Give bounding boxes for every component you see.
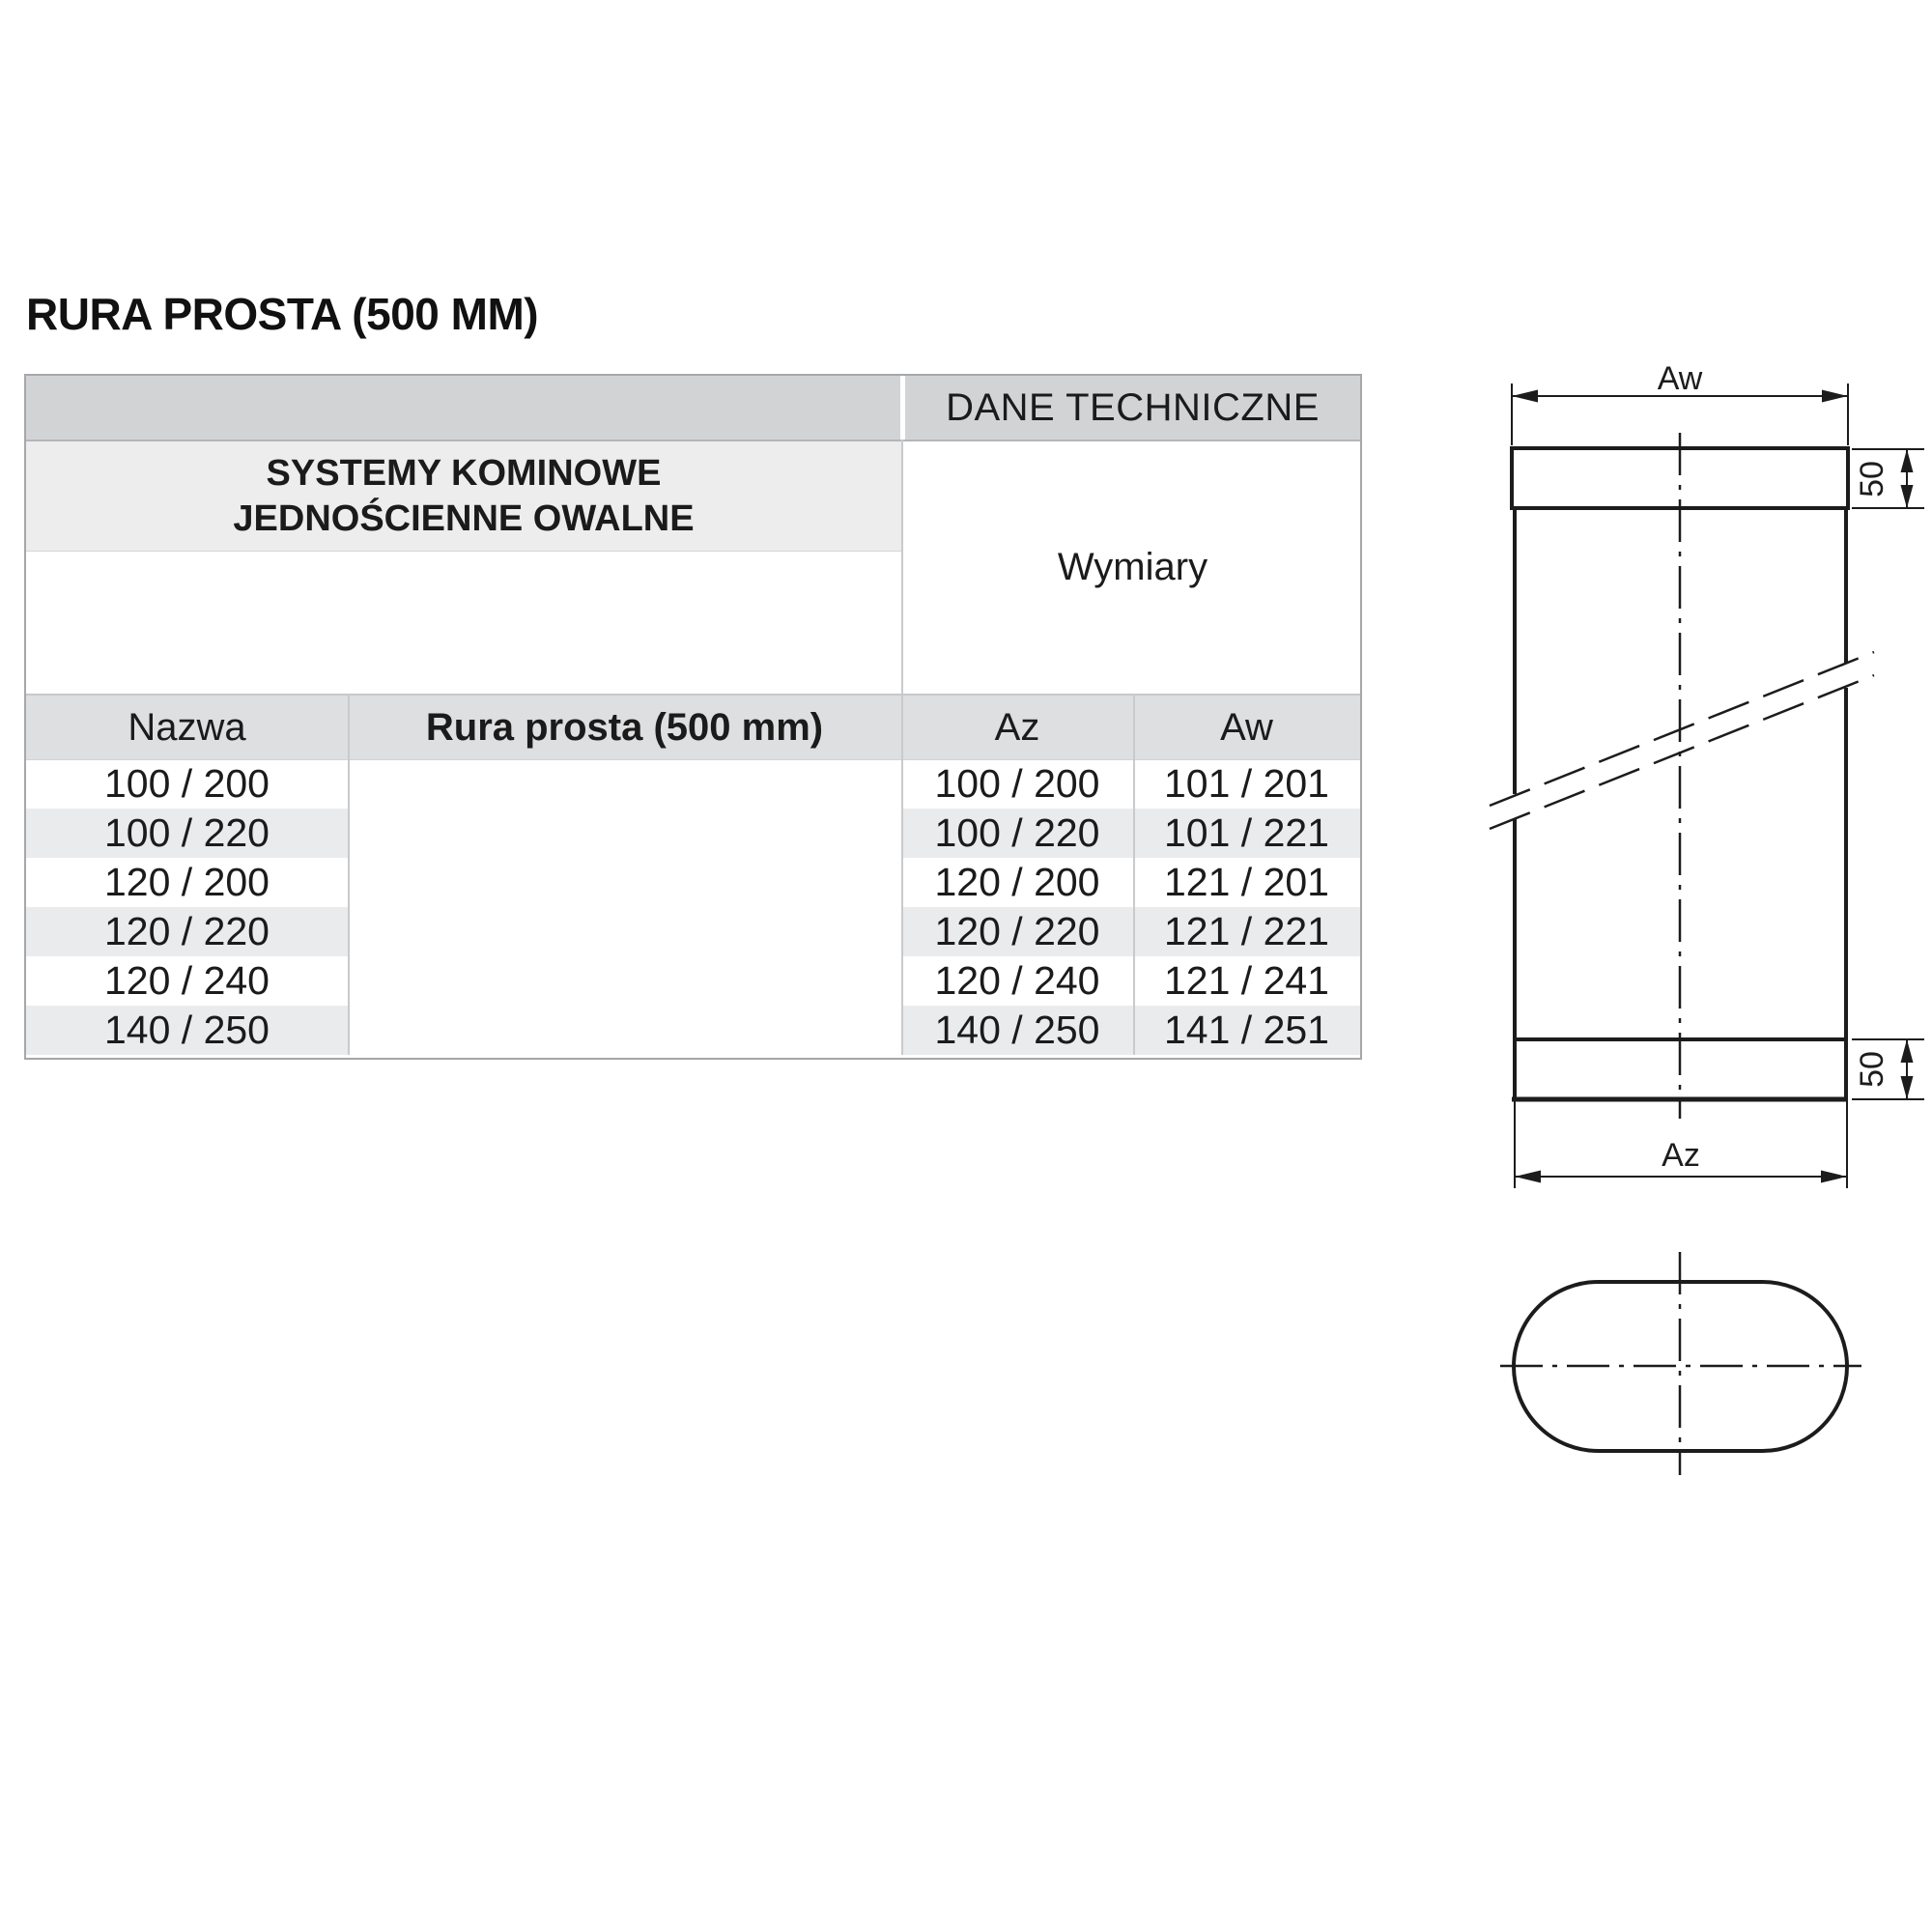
break-lines <box>1490 652 1874 829</box>
divider-line <box>26 759 1360 760</box>
divider-line <box>26 694 1360 696</box>
table-cell-name: 140 / 250 <box>26 1006 348 1055</box>
oval-cross-section <box>1500 1252 1861 1475</box>
group-header-line2: JEDNOŚCIENNE OWALNE <box>233 497 695 539</box>
dimensions-header-cell: Wymiary <box>905 441 1360 694</box>
table-cell-aw: 101 / 221 <box>1133 809 1360 858</box>
az-label: Az <box>1662 1137 1700 1174</box>
dim-aw <box>1512 360 1848 445</box>
column-header-product: Rura prosta (500 mm) <box>425 705 824 749</box>
table-cell-az: 140 / 250 <box>901 1006 1133 1055</box>
pipe-technical-drawing <box>1449 328 1932 1507</box>
column-divider <box>348 694 350 1055</box>
table-cell-aw: 101 / 201 <box>1164 761 1329 806</box>
dim-50-top <box>1852 449 1924 508</box>
column-divider <box>1133 694 1135 1055</box>
table-cell-name: 120 / 220 <box>26 907 348 956</box>
column-header-aw: Aw <box>1220 705 1273 749</box>
table-cell-aw: 121 / 241 <box>1164 958 1329 1003</box>
collar-height-bottom-label: 50 <box>1854 1051 1890 1088</box>
table-cell-az: 100 / 220 <box>901 809 1133 858</box>
divider-line <box>26 551 901 552</box>
table-cell-az: 120 / 240 <box>934 958 1100 1003</box>
dim-50-bottom <box>1852 1039 1924 1099</box>
table-cell-name: 120 / 240 <box>104 958 270 1003</box>
group-header-cell <box>26 441 901 551</box>
table-cell-aw: 121 / 201 <box>1164 860 1329 904</box>
technical-data-table <box>24 374 1362 1060</box>
column-header-az: Az <box>994 705 1040 749</box>
aw-label: Aw <box>1657 360 1703 397</box>
pipe-drawing-svg <box>1449 328 1932 1507</box>
table-cell-aw: 141 / 251 <box>1133 1006 1360 1055</box>
group-header-line1: SYSTEMY KOMINOWE <box>266 452 662 494</box>
section-divider <box>901 440 903 1055</box>
section-header-label: DANE TECHNICZNE <box>946 385 1320 429</box>
table-cell-name: 100 / 200 <box>104 761 270 806</box>
table-cell-aw: 121 / 221 <box>1133 907 1360 956</box>
page-title: RURA PROSTA (500 MM) <box>26 289 539 339</box>
table-cell-az: 120 / 200 <box>934 860 1100 904</box>
product-image-cell <box>348 759 901 1055</box>
table-cell-az: 120 / 220 <box>901 907 1133 956</box>
table-cell-name: 120 / 200 <box>104 860 270 904</box>
column-header-name: Nazwa <box>128 705 246 749</box>
table-cell-name: 100 / 220 <box>26 809 348 858</box>
collar-height-top-label: 50 <box>1854 461 1890 497</box>
table-cell-az: 100 / 200 <box>934 761 1100 806</box>
